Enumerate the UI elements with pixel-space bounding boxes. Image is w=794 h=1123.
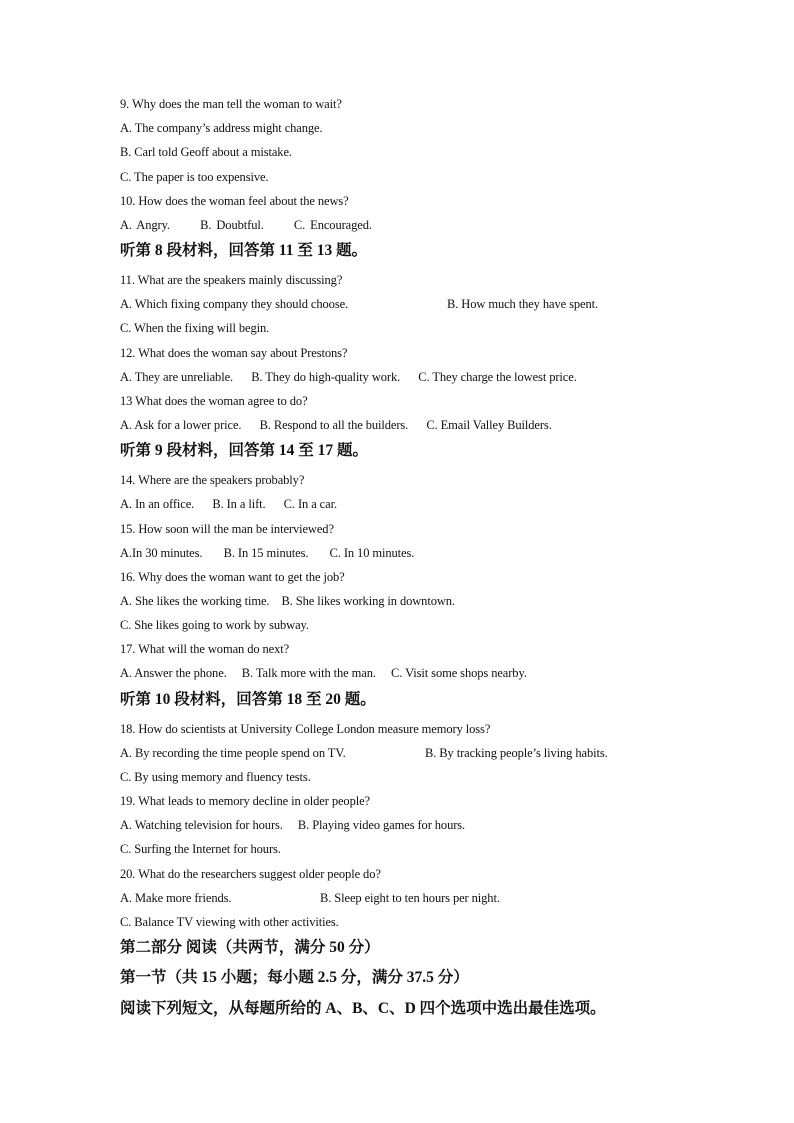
part-two-section-one: 第一节（共 15 小题；每小题 2.5 分，满分 37.5 分） bbox=[120, 969, 469, 986]
question-9: 9. Why does the man tell the woman to wait? bbox=[120, 97, 342, 111]
options-13: A. Ask for a lower price. B. Respond to all the builders. C. Email Valley Builders. bbox=[120, 418, 552, 432]
option-9a: A. The company’s address might change. bbox=[120, 121, 323, 135]
options-14: A. In an office. B. In a lift. C. In a car. bbox=[120, 497, 337, 511]
option-19c: C. Surfing the Internet for hours. bbox=[120, 842, 281, 856]
options-19ab: A. Watching television for hours. B. Playing video games for hours. bbox=[120, 818, 466, 832]
option-20b: B. Sleep eight to ten hours per night. bbox=[320, 891, 500, 905]
options-12: A. They are unreliable. B. They do high-quality work. C. They charge the lowest price. bbox=[120, 370, 577, 384]
section-heading-8: 听第 8 段材料，回答第 11 至 13 题。 bbox=[120, 242, 368, 259]
question-20: 20. What do the researchers suggest older people do? bbox=[120, 867, 381, 881]
question-14: 14. Where are the speakers probably? bbox=[120, 473, 305, 487]
question-13: 13 What does the woman agree to do? bbox=[120, 394, 308, 408]
options-17: A. Answer the phone. B. Talk more with the man. C. Visit some shops nearby. bbox=[120, 666, 527, 680]
question-15: 15. How soon will the man be interviewed? bbox=[120, 522, 334, 536]
question-11: 11. What are the speakers mainly discussing? bbox=[120, 273, 343, 287]
option-9b: B. Carl told Geoff about a mistake. bbox=[120, 145, 292, 159]
options-10: A. Angry. B. Doubtful. C. Encouraged. bbox=[120, 218, 372, 232]
question-18: 18. How do scientists at University College London measure memory loss? bbox=[120, 722, 491, 736]
question-19: 19. What leads to memory decline in older people? bbox=[120, 794, 370, 808]
section-heading-10: 听第 10 段材料，回答第 18 至 20 题。 bbox=[120, 691, 376, 708]
question-16: 16. Why does the woman want to get the job? bbox=[120, 570, 345, 584]
option-11b: B. How much they have spent. bbox=[447, 297, 598, 311]
question-12: 12. What does the woman say about Prestons? bbox=[120, 346, 348, 360]
options-15: A.In 30 minutes. B. In 15 minutes. C. In 10 minutes. bbox=[120, 546, 415, 560]
option-11c: C. When the fixing will begin. bbox=[120, 321, 270, 335]
option-9c: C. The paper is too expensive. bbox=[120, 170, 269, 184]
question-17: 17. What will the woman do next? bbox=[120, 642, 290, 656]
options-16ab: A. She likes the working time. B. She likes working in downtown. bbox=[120, 594, 455, 608]
option-11a: A. Which fixing company they should choose. bbox=[120, 297, 349, 311]
option-16c: C. She likes going to work by subway. bbox=[120, 618, 309, 632]
option-20a: A. Make more friends. bbox=[120, 891, 232, 905]
part-two-instructions: 阅读下列短文，从每题所给的 A、B、C、D 四个选项中选出最佳选项。 bbox=[120, 1000, 606, 1017]
section-heading-9: 听第 9 段材料，回答第 14 至 17 题。 bbox=[120, 442, 369, 459]
question-10: 10. How does the woman feel about the news? bbox=[120, 194, 349, 208]
part-two-heading: 第二部分 阅读（共两节，满分 50 分） bbox=[120, 939, 380, 956]
option-18c: C. By using memory and fluency tests. bbox=[120, 770, 311, 784]
option-20c: C. Balance TV viewing with other activities. bbox=[120, 915, 339, 929]
option-18a: A. By recording the time people spend on TV. bbox=[120, 746, 346, 760]
option-18b: B. By tracking people’s living habits. bbox=[425, 746, 608, 760]
